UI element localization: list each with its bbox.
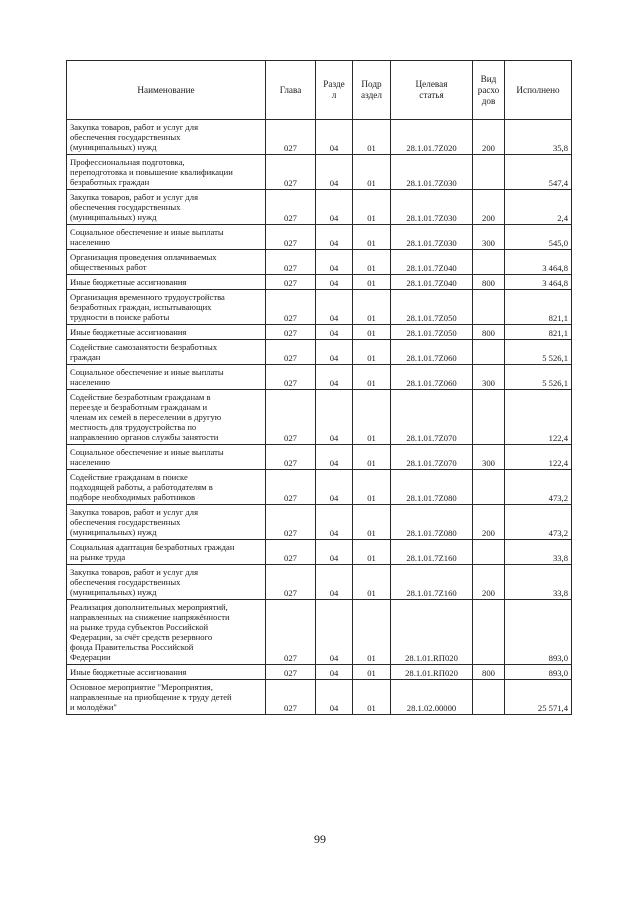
cell-name: Иные бюджетные ассигнования <box>67 665 266 680</box>
cell-podrazdel: 01 <box>353 365 391 390</box>
header-podrazdel: Подр аздел <box>353 61 391 120</box>
cell-podrazdel: 01 <box>353 600 391 665</box>
table-row <box>67 190 572 225</box>
cell-glava: 027 <box>266 155 316 190</box>
cell-vid: 200 <box>473 505 505 540</box>
cell-glava: 027 <box>266 680 316 715</box>
table-row <box>67 665 572 680</box>
cell-name: Иные бюджетные ассигнования <box>67 325 266 340</box>
table-row <box>67 600 572 665</box>
cell-ispolneno: 821,1 <box>505 290 572 325</box>
cell-ispolneno: 893,0 <box>505 600 572 665</box>
cell-razdel: 04 <box>316 445 353 470</box>
cell-glava: 027 <box>266 540 316 565</box>
cell-vid <box>473 250 505 275</box>
cell-glava: 027 <box>266 365 316 390</box>
cell-podrazdel: 01 <box>353 325 391 340</box>
cell-razdel: 04 <box>316 540 353 565</box>
cell-glava: 027 <box>266 505 316 540</box>
table-header-row <box>67 61 572 120</box>
table-row <box>67 225 572 250</box>
cell-vid <box>473 340 505 365</box>
cell-razdel: 04 <box>316 600 353 665</box>
header-ispolneno: Исполнено <box>505 61 572 120</box>
table-row <box>67 365 572 390</box>
cell-vid <box>473 155 505 190</box>
cell-statya: 28.1.01.7Z070 <box>391 390 473 445</box>
cell-razdel: 04 <box>316 190 353 225</box>
table-row <box>67 505 572 540</box>
budget-table <box>66 60 572 715</box>
cell-ispolneno: 893,0 <box>505 665 572 680</box>
cell-razdel: 04 <box>316 365 353 390</box>
cell-razdel: 04 <box>316 120 353 155</box>
cell-razdel: 04 <box>316 290 353 325</box>
cell-podrazdel: 01 <box>353 445 391 470</box>
cell-name: Закупка товаров, работ и услуг для обеспечения государственных (муниципальных) нужд <box>67 505 266 540</box>
table-row <box>67 290 572 325</box>
cell-podrazdel: 01 <box>353 390 391 445</box>
cell-ispolneno: 5 526,1 <box>505 340 572 365</box>
cell-vid: 800 <box>473 325 505 340</box>
cell-vid: 300 <box>473 445 505 470</box>
cell-glava: 027 <box>266 600 316 665</box>
cell-statya: 28.1.01.RП020 <box>391 665 473 680</box>
cell-statya: 28.1.01.7Z030 <box>391 225 473 250</box>
budget-table-container <box>66 60 571 715</box>
cell-statya: 28.1.01.7Z160 <box>391 565 473 600</box>
cell-statya: 28.1.01.7Z050 <box>391 325 473 340</box>
cell-glava: 027 <box>266 275 316 290</box>
cell-glava: 027 <box>266 325 316 340</box>
table-row <box>67 680 572 715</box>
cell-razdel: 04 <box>316 340 353 365</box>
cell-podrazdel: 01 <box>353 540 391 565</box>
cell-podrazdel: 01 <box>353 340 391 365</box>
cell-name: Организация временного трудоустройства безработных граждан, испытывающих трудности в поиске работы <box>67 290 266 325</box>
table-row <box>67 540 572 565</box>
cell-ispolneno: 35,8 <box>505 120 572 155</box>
cell-glava: 027 <box>266 565 316 600</box>
cell-name: Профессиональная подготовка, переподготовка и повышение квалификации безработных граждан <box>67 155 266 190</box>
cell-razdel: 04 <box>316 565 353 600</box>
cell-name: Основное мероприятие "Мероприятия, направленные на приобщение к труду детей и молодёжи" <box>67 680 266 715</box>
cell-ispolneno: 545,0 <box>505 225 572 250</box>
table-row <box>67 565 572 600</box>
cell-name: Организация проведения оплачиваемых общественных работ <box>67 250 266 275</box>
cell-podrazdel: 01 <box>353 225 391 250</box>
cell-glava: 027 <box>266 445 316 470</box>
cell-razdel: 04 <box>316 680 353 715</box>
cell-vid <box>473 540 505 565</box>
cell-razdel: 04 <box>316 390 353 445</box>
cell-ispolneno: 122,4 <box>505 390 572 445</box>
cell-glava: 027 <box>266 120 316 155</box>
cell-vid: 200 <box>473 120 505 155</box>
page-number: 99 <box>314 832 326 846</box>
header-name: Наименование <box>67 61 266 120</box>
cell-glava: 027 <box>266 250 316 275</box>
table-row <box>67 120 572 155</box>
cell-podrazdel: 01 <box>353 250 391 275</box>
cell-statya: 28.1.01.7Z060 <box>391 365 473 390</box>
cell-razdel: 04 <box>316 505 353 540</box>
cell-podrazdel: 01 <box>353 565 391 600</box>
cell-razdel: 04 <box>316 155 353 190</box>
cell-podrazdel: 01 <box>353 190 391 225</box>
table-body <box>67 120 572 715</box>
cell-vid: 300 <box>473 365 505 390</box>
cell-razdel: 04 <box>316 470 353 505</box>
table-row <box>67 445 572 470</box>
cell-razdel: 04 <box>316 665 353 680</box>
cell-statya: 28.1.01.7Z080 <box>391 470 473 505</box>
cell-ispolneno: 3 464,8 <box>505 275 572 290</box>
table-row <box>67 340 572 365</box>
cell-name: Социальное обеспечение и иные выплаты населению <box>67 225 266 250</box>
cell-glava: 027 <box>266 225 316 250</box>
cell-glava: 027 <box>266 190 316 225</box>
cell-name: Закупка товаров, работ и услуг для обеспечения государственных (муниципальных) нужд <box>67 565 266 600</box>
cell-glava: 027 <box>266 390 316 445</box>
cell-ispolneno: 473,2 <box>505 470 572 505</box>
table-row <box>67 275 572 290</box>
cell-statya: 28.1.01.7Z030 <box>391 190 473 225</box>
header-glava: Глава <box>266 61 316 120</box>
cell-podrazdel: 01 <box>353 665 391 680</box>
header-vid: Вид расхо дов <box>473 61 505 120</box>
cell-vid <box>473 470 505 505</box>
cell-podrazdel: 01 <box>353 505 391 540</box>
cell-razdel: 04 <box>316 250 353 275</box>
cell-razdel: 04 <box>316 275 353 290</box>
cell-ispolneno: 547,4 <box>505 155 572 190</box>
cell-ispolneno: 33,8 <box>505 565 572 600</box>
cell-statya: 28.1.01.7Z050 <box>391 290 473 325</box>
cell-ispolneno: 5 526,1 <box>505 365 572 390</box>
cell-statya: 28.1.01.7Z160 <box>391 540 473 565</box>
cell-podrazdel: 01 <box>353 470 391 505</box>
cell-statya: 28.1.01.7Z040 <box>391 275 473 290</box>
table-row <box>67 155 572 190</box>
table-row <box>67 325 572 340</box>
cell-podrazdel: 01 <box>353 680 391 715</box>
cell-podrazdel: 01 <box>353 155 391 190</box>
cell-glava: 027 <box>266 290 316 325</box>
table-row <box>67 390 572 445</box>
cell-vid: 800 <box>473 275 505 290</box>
cell-glava: 027 <box>266 340 316 365</box>
cell-name: Социальное обеспечение и иные выплаты населению <box>67 445 266 470</box>
cell-name: Реализация дополнительных мероприятий, направленных на снижение напряжённости на рынке труда субъектов Российской Федерации, за счёт средств резервного фонда Правительства Российской Федерации <box>67 600 266 665</box>
cell-razdel: 04 <box>316 225 353 250</box>
cell-name: Иные бюджетные ассигнования <box>67 275 266 290</box>
cell-vid: 200 <box>473 565 505 600</box>
cell-vid <box>473 390 505 445</box>
table-row <box>67 470 572 505</box>
cell-ispolneno: 2,4 <box>505 190 572 225</box>
cell-vid: 800 <box>473 665 505 680</box>
cell-statya: 28.1.01.RП020 <box>391 600 473 665</box>
cell-ispolneno: 821,1 <box>505 325 572 340</box>
cell-razdel: 04 <box>316 325 353 340</box>
table-row <box>67 250 572 275</box>
cell-podrazdel: 01 <box>353 290 391 325</box>
cell-statya: 28.1.02.00000 <box>391 680 473 715</box>
cell-glava: 027 <box>266 665 316 680</box>
cell-podrazdel: 01 <box>353 120 391 155</box>
cell-ispolneno: 3 464,8 <box>505 250 572 275</box>
cell-name: Социальная адаптация безработных граждан на рынке труда <box>67 540 266 565</box>
cell-statya: 28.1.01.7Z060 <box>391 340 473 365</box>
cell-name: Закупка товаров, работ и услуг для обеспечения государственных (муниципальных) нужд <box>67 120 266 155</box>
cell-vid: 300 <box>473 225 505 250</box>
cell-podrazdel: 01 <box>353 275 391 290</box>
cell-name: Содействие безработным гражданам в переезде и безработным гражданам и членам их семей в переселении в другую местность для трудоустройства по направлению органов службы занятости <box>67 390 266 445</box>
cell-statya: 28.1.01.7Z020 <box>391 120 473 155</box>
cell-name: Содействие самозанятости безработных граждан <box>67 340 266 365</box>
cell-vid <box>473 290 505 325</box>
cell-name: Закупка товаров, работ и услуг для обеспечения государственных (муниципальных) нужд <box>67 190 266 225</box>
cell-ispolneno: 122,4 <box>505 445 572 470</box>
cell-vid <box>473 600 505 665</box>
cell-statya: 28.1.01.7Z080 <box>391 505 473 540</box>
header-statya: Целевая статья <box>391 61 473 120</box>
cell-vid <box>473 680 505 715</box>
cell-vid: 200 <box>473 190 505 225</box>
cell-statya: 28.1.01.7Z070 <box>391 445 473 470</box>
cell-statya: 28.1.01.7Z030 <box>391 155 473 190</box>
header-razdel: Разде л <box>316 61 353 120</box>
cell-name: Социальное обеспечение и иные выплаты населению <box>67 365 266 390</box>
cell-ispolneno: 33,8 <box>505 540 572 565</box>
cell-ispolneno: 473,2 <box>505 505 572 540</box>
cell-ispolneno: 25 571,4 <box>505 680 572 715</box>
cell-name: Содействие гражданам в поиске подходящей работы, а работодателям в подборе необходимых работников <box>67 470 266 505</box>
cell-glava: 027 <box>266 470 316 505</box>
cell-statya: 28.1.01.7Z040 <box>391 250 473 275</box>
